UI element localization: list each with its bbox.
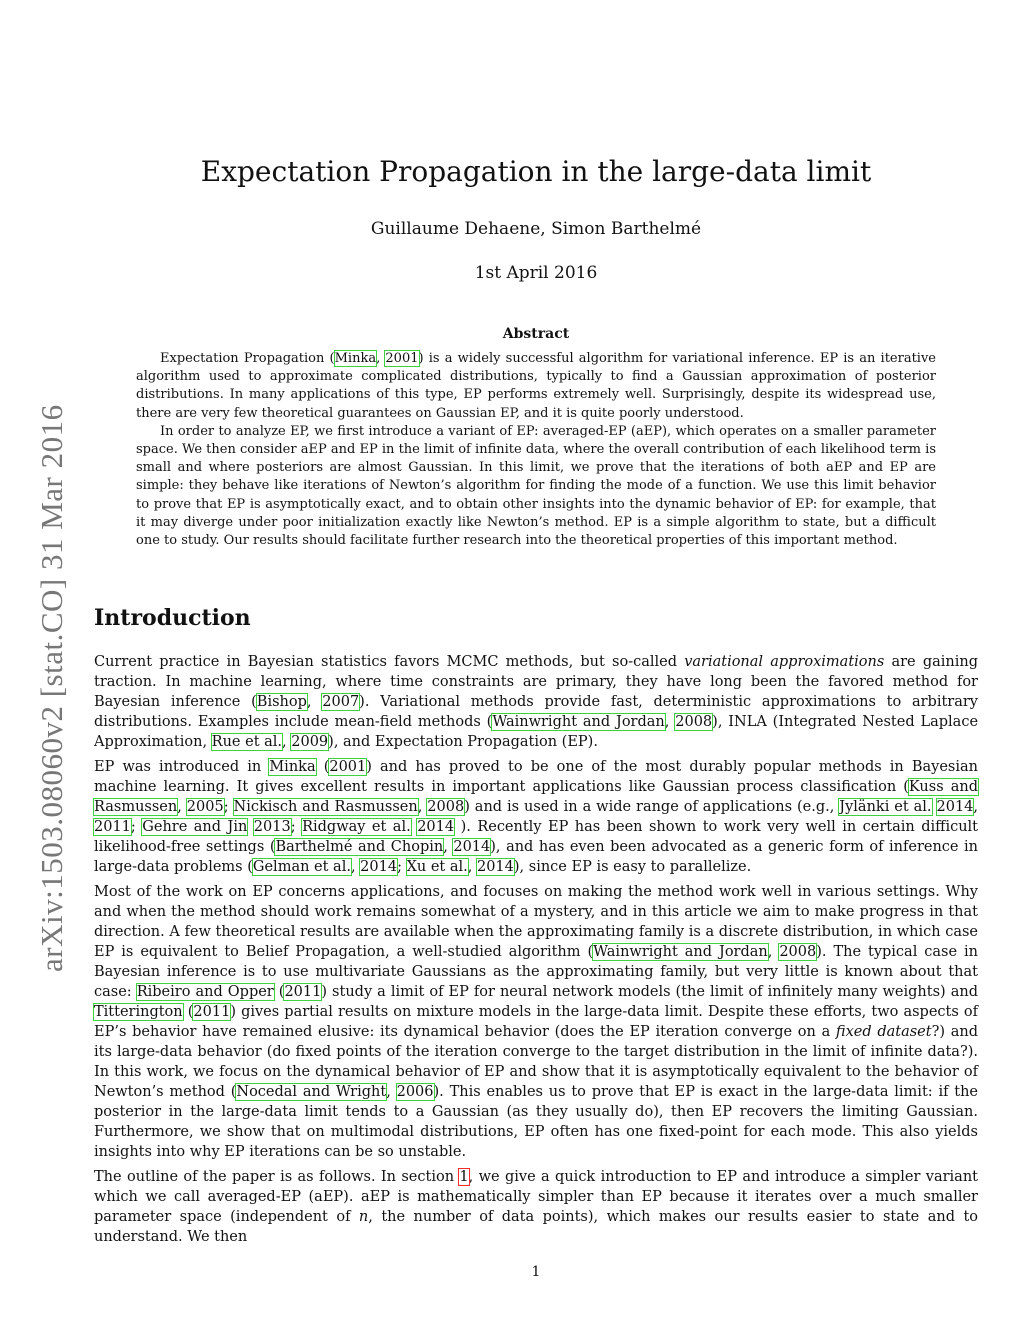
citation-link[interactable]: 2008 xyxy=(779,944,817,960)
text: ( xyxy=(315,759,330,775)
text: ). Variational methods provide fast, deterministic approximations to arbitrary distributions. Examples include mean-field methods ( xyxy=(94,694,979,730)
citation-link[interactable]: Minka xyxy=(334,351,377,366)
text xyxy=(247,819,253,835)
citation-link[interactable]: 2014 xyxy=(453,839,491,855)
text: ). Recently EP has been shown to work very well in certain difficult likelihood-free settings ( xyxy=(94,819,979,855)
citation-link[interactable]: Xu et al. xyxy=(406,859,468,875)
text: , xyxy=(417,799,428,815)
text: , xyxy=(376,351,386,366)
citation-link[interactable]: Gehre and Jin xyxy=(142,819,248,835)
citation-link[interactable]: 2013 xyxy=(253,819,291,835)
text: ( xyxy=(273,984,285,1000)
text: are gaining traction. In machine learning, where time constraints are primary, they have long been the favored method for Bayesian inference ( xyxy=(94,654,978,710)
citation-link[interactable]: 2014 xyxy=(476,859,514,875)
citation-link[interactable]: 2008 xyxy=(427,799,465,815)
citation-link[interactable]: 2011 xyxy=(94,819,131,835)
text: ?) and its large-data behavior (do fixed points of the iteration converge to the target distribution in the limit of infinite data?). In this work, we focus on the dynamical behavior of EP and show that it is asymptotically equivalent to the behavior of Newton’s method ( xyxy=(94,1024,978,1100)
citation-link[interactable]: 2011 xyxy=(284,984,322,1000)
text: ), INLA (Integrated Nested Laplace Approximation, xyxy=(94,714,979,750)
citation-link[interactable]: 2008 xyxy=(675,714,713,730)
text: ), and has even been advocated as a generic form of inference in large-data problems ( xyxy=(94,839,979,875)
body-paragraph xyxy=(94,1167,978,1247)
text: , the number of data points), which makes our results easier to state and to understand. We then xyxy=(94,1209,978,1245)
abstract-heading: Abstract xyxy=(502,326,570,342)
emphasis-text: fixed dataset xyxy=(835,1024,932,1040)
math-variable: n xyxy=(358,1209,369,1225)
text: Expectation Propagation ( xyxy=(160,351,335,366)
text: , xyxy=(467,859,477,875)
citation-link[interactable]: Barthelmé and Chopin xyxy=(275,839,444,855)
text: EP was introduced in xyxy=(94,759,270,775)
citation-link[interactable]: Ridgway et al. xyxy=(302,819,411,835)
citation-link[interactable]: 2014 xyxy=(360,859,398,875)
text: , xyxy=(973,799,979,815)
citation-link[interactable]: Titterington xyxy=(94,1004,183,1020)
abstract-paragraph: In order to analyze EP, we first introduce a variant of EP: averaged-EP (aEP), which operates on a smaller parameter space. We then consider aEP and EP in the limit of infinite data, where the overall contribution of each likelihood term is small and where posteriors are almost Gaussian. In this limit, we prove that the iterations of both aEP and EP are simple: they behave like iterations of Newton’s algorithm for finding the mode of a function. We use this limit behavior to prove that EP is asymptotically exact, and to obtain other insights into the dynamic behavior of EP: for example, that it may diverge under poor initialization exactly like Newton’s method. EP is a simple algorithm to state, but a difficult one to study. Our results should facilitate further research into the theoretical properties of this important method. xyxy=(136,423,936,549)
text: ) and has proved to be one of the most durably popular methods in Bayesian machine learning. It gives excellent results in important applications like Gaussian process classification ( xyxy=(94,759,978,795)
citation-link[interactable]: Ribeiro and Opper xyxy=(136,984,274,1000)
citation-link[interactable]: 2007 xyxy=(322,694,360,710)
text xyxy=(932,799,937,815)
citation-link[interactable]: 2014 xyxy=(417,819,455,835)
text: The outline of the paper is as follows. In section xyxy=(94,1169,460,1185)
citation-link[interactable]: Rue et al. xyxy=(211,734,283,750)
citation-link[interactable]: Nocedal and Wright xyxy=(236,1084,387,1100)
text: , xyxy=(306,694,323,710)
body-paragraph xyxy=(94,652,978,752)
text: , xyxy=(282,734,292,750)
publication-date: 1st April 2016 xyxy=(474,263,598,283)
text: Current practice in Bayesian statistics favors MCMC methods, but so-called xyxy=(94,654,685,670)
text: ( xyxy=(182,1004,194,1020)
citation-link[interactable]: 2011 xyxy=(193,1004,231,1020)
text: , xyxy=(767,944,780,960)
citation-link[interactable]: 2014 xyxy=(936,799,974,815)
text: ; xyxy=(130,819,143,835)
text: ), since EP is easy to parallelize. xyxy=(513,859,752,875)
text: , we give a quick introduction to EP and introduce a simpler variant which we call averaged-EP (aEP). aEP is mathematically simpler than EP because it iterates over a much smaller parameter space (independent of xyxy=(94,1169,978,1225)
citation-link[interactable]: 2005 xyxy=(186,799,224,815)
citation-link[interactable]: 2001 xyxy=(329,759,367,775)
citation-link[interactable]: Gelman et al. xyxy=(252,859,351,875)
section-heading-introduction: Introduction xyxy=(94,605,251,631)
text: ). This enables us to prove that EP is exact in the large-data limit: if the posterior in the large-data limit tends to a Gaussian (as they usually do), then EP recovers the limiting Gaussian. Furthermore, we show that on multimodal distributions, EP often has one fixed-point for each mode. This also yields insights into why EP iterations can be so unstable. xyxy=(94,1084,978,1160)
text: ), and Expectation Propagation (EP). xyxy=(328,734,598,750)
citation-link[interactable]: Wainwright and Jordan xyxy=(492,714,665,730)
abstract-body xyxy=(136,350,936,550)
citation-link[interactable]: 2009 xyxy=(291,734,329,750)
citation-link[interactable]: 2001 xyxy=(385,351,419,366)
introduction-body xyxy=(94,652,978,1252)
text: ). The typical case in Bayesian inference is to use multivariate Gaussians as the approximating family, but very little is known about that case: xyxy=(94,944,979,1000)
citation-link[interactable]: Bishop xyxy=(256,694,307,710)
text: ) is a widely successful algorithm for variational inference. EP is an iterative algorithm used to approximate complicated distributions, typically to find a Gaussian approximation of posterior distributions. In many applications of this type, EP performs extremely well. Surprisingly, despite its widespread use, there are very few theoretical guarantees on Gaussian EP, and it is quite poorly understood. xyxy=(136,351,936,421)
text: ) study a limit of EP for neural network models (the limit of infinitely many weights) and xyxy=(321,984,978,1000)
citation-link[interactable]: 2006 xyxy=(396,1084,434,1100)
text: ) gives partial results on mixture models in the large-data limit. Despite these efforts, two aspects of EP’s behavior have remained elusive: its dynamical behavior (does the EP iteration converge on a xyxy=(94,1004,978,1040)
text: ; xyxy=(290,819,303,835)
page-number: 1 xyxy=(531,1264,541,1280)
body-paragraph xyxy=(94,882,978,1162)
text: , xyxy=(664,714,676,730)
arxiv-identifier-stamp: arXiv:1503.08060v2 [stat.CO] 31 Mar 2016 xyxy=(34,404,69,972)
text: , xyxy=(443,839,454,855)
text: , xyxy=(177,799,187,815)
author-list: Guillaume Dehaene, Simon Barthelmé xyxy=(370,219,702,239)
citation-link[interactable]: Kuss and Rasmussen xyxy=(94,779,979,815)
emphasis-text: variational approximations xyxy=(684,654,885,670)
text: , xyxy=(386,1084,397,1100)
body-paragraph xyxy=(94,757,978,877)
paper-title: Expectation Propagation in the large-data limit xyxy=(200,155,872,188)
citation-link[interactable]: Wainwright and Jordan xyxy=(593,944,768,960)
text: ; xyxy=(223,799,234,815)
text: Most of the work on EP concerns applications, and focuses on making the method work well in various settings. Why and when the method should work remains somewhat of a mystery, and in this article we aim to make progress in that direction. A few theoretical results are available when the approximating family is a discrete distribution, in which case EP is equivalent to Belief Propagation, a well-studied algorithm ( xyxy=(94,884,978,960)
section-reference-link[interactable]: 1 xyxy=(459,1169,469,1185)
text: ; xyxy=(397,859,407,875)
citation-link[interactable]: Jylänki et al. xyxy=(839,799,932,815)
text: ) and is used in a wide range of applications (e.g., xyxy=(464,799,840,815)
abstract-paragraph xyxy=(136,350,936,423)
citation-link[interactable]: Nickisch and Rasmussen xyxy=(233,799,418,815)
citation-link[interactable]: Minka xyxy=(269,759,316,775)
text: , xyxy=(350,859,361,875)
